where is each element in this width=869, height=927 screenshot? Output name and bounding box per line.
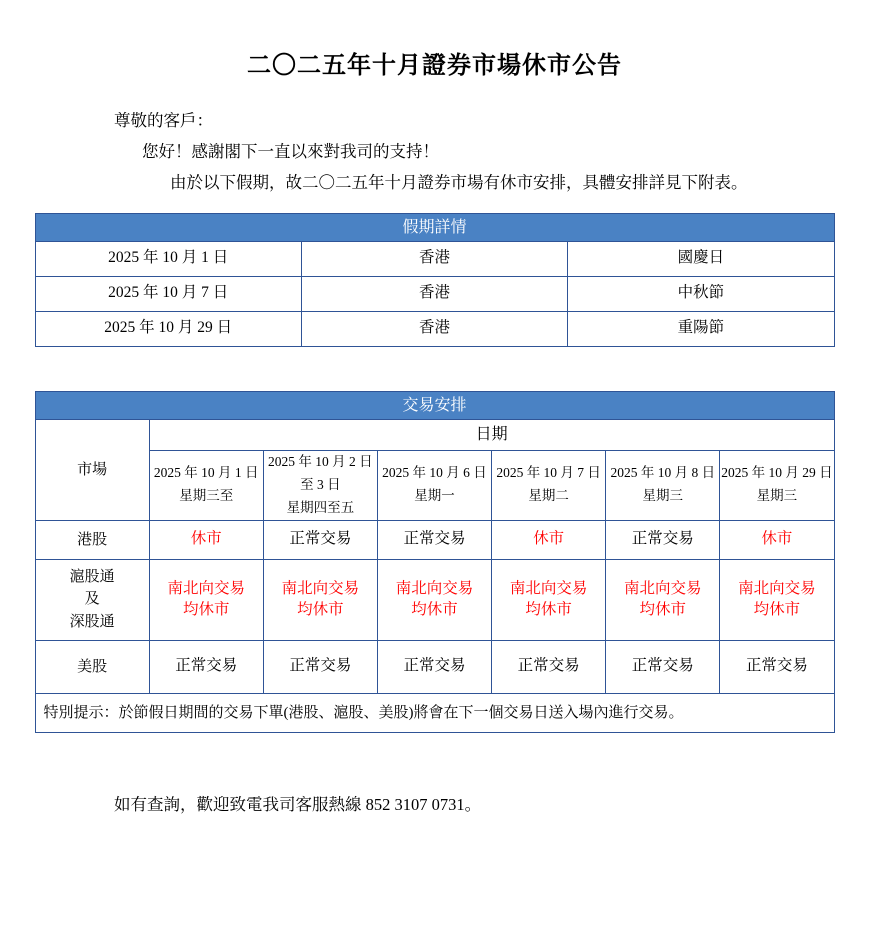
market-label-connect-line-2: 及 — [84, 591, 100, 608]
date-col-2 — [263, 450, 377, 520]
connect-cell-3 — [377, 559, 491, 640]
trading-date-header-row — [35, 419, 834, 450]
holiday-region: 香港 — [301, 311, 567, 346]
table-row — [35, 276, 834, 311]
date-col-3 — [377, 450, 491, 520]
date-col-5-date: 2025 年 10 月 8 日 — [610, 465, 716, 481]
hk-cell-6: 休市 — [720, 520, 834, 559]
date-column-label: 日期 — [149, 419, 834, 450]
date-col-6-date: 2025 年 10 月 29 日 — [721, 465, 833, 481]
date-col-6 — [720, 450, 834, 520]
market-label-us: 美股 — [35, 640, 149, 693]
connect-cell-1-line-1: 南北向交易 — [167, 579, 245, 597]
table-row — [35, 241, 834, 276]
connect-cell-4 — [492, 559, 606, 640]
us-cell-6: 正常交易 — [720, 640, 834, 693]
connect-cell-6 — [720, 559, 834, 640]
connect-cell-2-line-2: 均休市 — [297, 600, 344, 618]
holiday-name: 中秋節 — [568, 276, 834, 311]
market-label-connect — [35, 559, 149, 640]
trading-arrangement-table — [35, 391, 835, 733]
market-label-connect-line-1: 滬股通 — [69, 568, 115, 585]
footer-contact: 如有查詢，歡迎致電我司客服熱線 852 3107 0731。 — [114, 794, 482, 814]
date-col-1 — [149, 450, 263, 520]
date-col-2-weekday: 星期四至五 — [286, 499, 355, 515]
date-col-4-date: 2025 年 10 月 7 日 — [496, 465, 601, 481]
table-row — [35, 559, 834, 640]
us-cell-3: 正常交易 — [377, 640, 491, 693]
holiday-date: 2025 年 10 月 1 日 — [35, 241, 301, 276]
date-col-3-date: 2025 年 10 月 6 日 — [382, 465, 487, 481]
trading-table-header: 交易安排 — [35, 391, 834, 419]
date-col-4 — [492, 450, 606, 520]
table-row — [35, 520, 834, 559]
connect-cell-5-line-2: 均休市 — [639, 600, 687, 618]
intro-line-3: 由於以下假期，故二〇二五年十月證券市場有休市安排，具體安排詳見下附表。 — [170, 173, 748, 193]
trading-subdate-row — [35, 450, 834, 520]
hk-cell-2: 正常交易 — [263, 520, 377, 559]
us-cell-1: 正常交易 — [149, 640, 263, 693]
page-title: 二〇二五年十月證券市場休市公告 — [247, 53, 622, 79]
date-col-5 — [606, 450, 720, 520]
us-cell-4: 正常交易 — [492, 640, 606, 693]
holiday-region: 香港 — [301, 276, 567, 311]
connect-cell-3-line-1: 南北向交易 — [395, 579, 474, 597]
date-col-3-weekday: 星期一 — [414, 488, 455, 504]
connect-cell-2-line-1: 南北向交易 — [281, 579, 360, 597]
holiday-name: 國慶日 — [568, 241, 834, 276]
special-note-row — [35, 693, 834, 732]
hk-cell-5: 正常交易 — [606, 520, 720, 559]
date-col-2-date: 2025 年 10 月 2 日至 3 日 — [268, 453, 373, 492]
connect-cell-5 — [606, 559, 720, 640]
special-note: 特別提示：於節假日期間的交易下單(港股、滬股、美股)將會在下一個交易日送入場內進行交易。 — [35, 693, 834, 732]
connect-cell-4-line-2: 均休市 — [525, 600, 572, 618]
trading-table-header-row — [35, 391, 834, 419]
date-col-6-weekday: 星期三 — [756, 488, 798, 504]
hk-cell-4: 休市 — [492, 520, 606, 559]
holiday-date: 2025 年 10 月 7 日 — [35, 276, 301, 311]
document-page — [0, 52, 869, 927]
us-cell-5: 正常交易 — [606, 640, 720, 693]
date-col-1-weekday: 星期三至 — [179, 488, 234, 504]
date-col-5-weekday: 星期三 — [642, 488, 684, 504]
connect-cell-6-line-2: 均休市 — [753, 600, 801, 618]
table-row — [35, 640, 834, 693]
holiday-details-table — [35, 213, 835, 347]
intro-line-2: 您好！感謝閣下一直以來對我司的支持！ — [142, 142, 439, 162]
holiday-region: 香港 — [301, 241, 567, 276]
connect-cell-4-line-1: 南北向交易 — [509, 579, 588, 597]
connect-cell-5-line-1: 南北向交易 — [624, 579, 702, 597]
connect-cell-1-line-2: 均休市 — [182, 600, 230, 618]
date-col-1-date: 2025 年 10 月 1 日 — [153, 465, 259, 481]
date-col-4-weekday: 星期二 — [528, 488, 569, 504]
holiday-table-header: 假期詳情 — [35, 213, 834, 241]
connect-cell-2 — [263, 559, 377, 640]
us-cell-2: 正常交易 — [263, 640, 377, 693]
holiday-name: 重陽節 — [568, 311, 834, 346]
intro-line-1: 尊敬的客戶： — [114, 110, 213, 130]
hk-cell-1: 休市 — [149, 520, 263, 559]
table-row — [35, 311, 834, 346]
intro-paragraph — [34, 105, 835, 199]
connect-cell-6-line-1: 南北向交易 — [738, 579, 816, 597]
market-label-connect-line-3: 深股通 — [69, 613, 115, 630]
hk-cell-3: 正常交易 — [377, 520, 491, 559]
connect-cell-1 — [149, 559, 263, 640]
market-label-hk: 港股 — [35, 520, 149, 559]
market-column-label: 市場 — [35, 419, 149, 520]
connect-cell-3-line-2: 均休市 — [411, 600, 458, 618]
holiday-table-header-row — [35, 213, 834, 241]
holiday-date: 2025 年 10 月 29 日 — [35, 311, 301, 346]
